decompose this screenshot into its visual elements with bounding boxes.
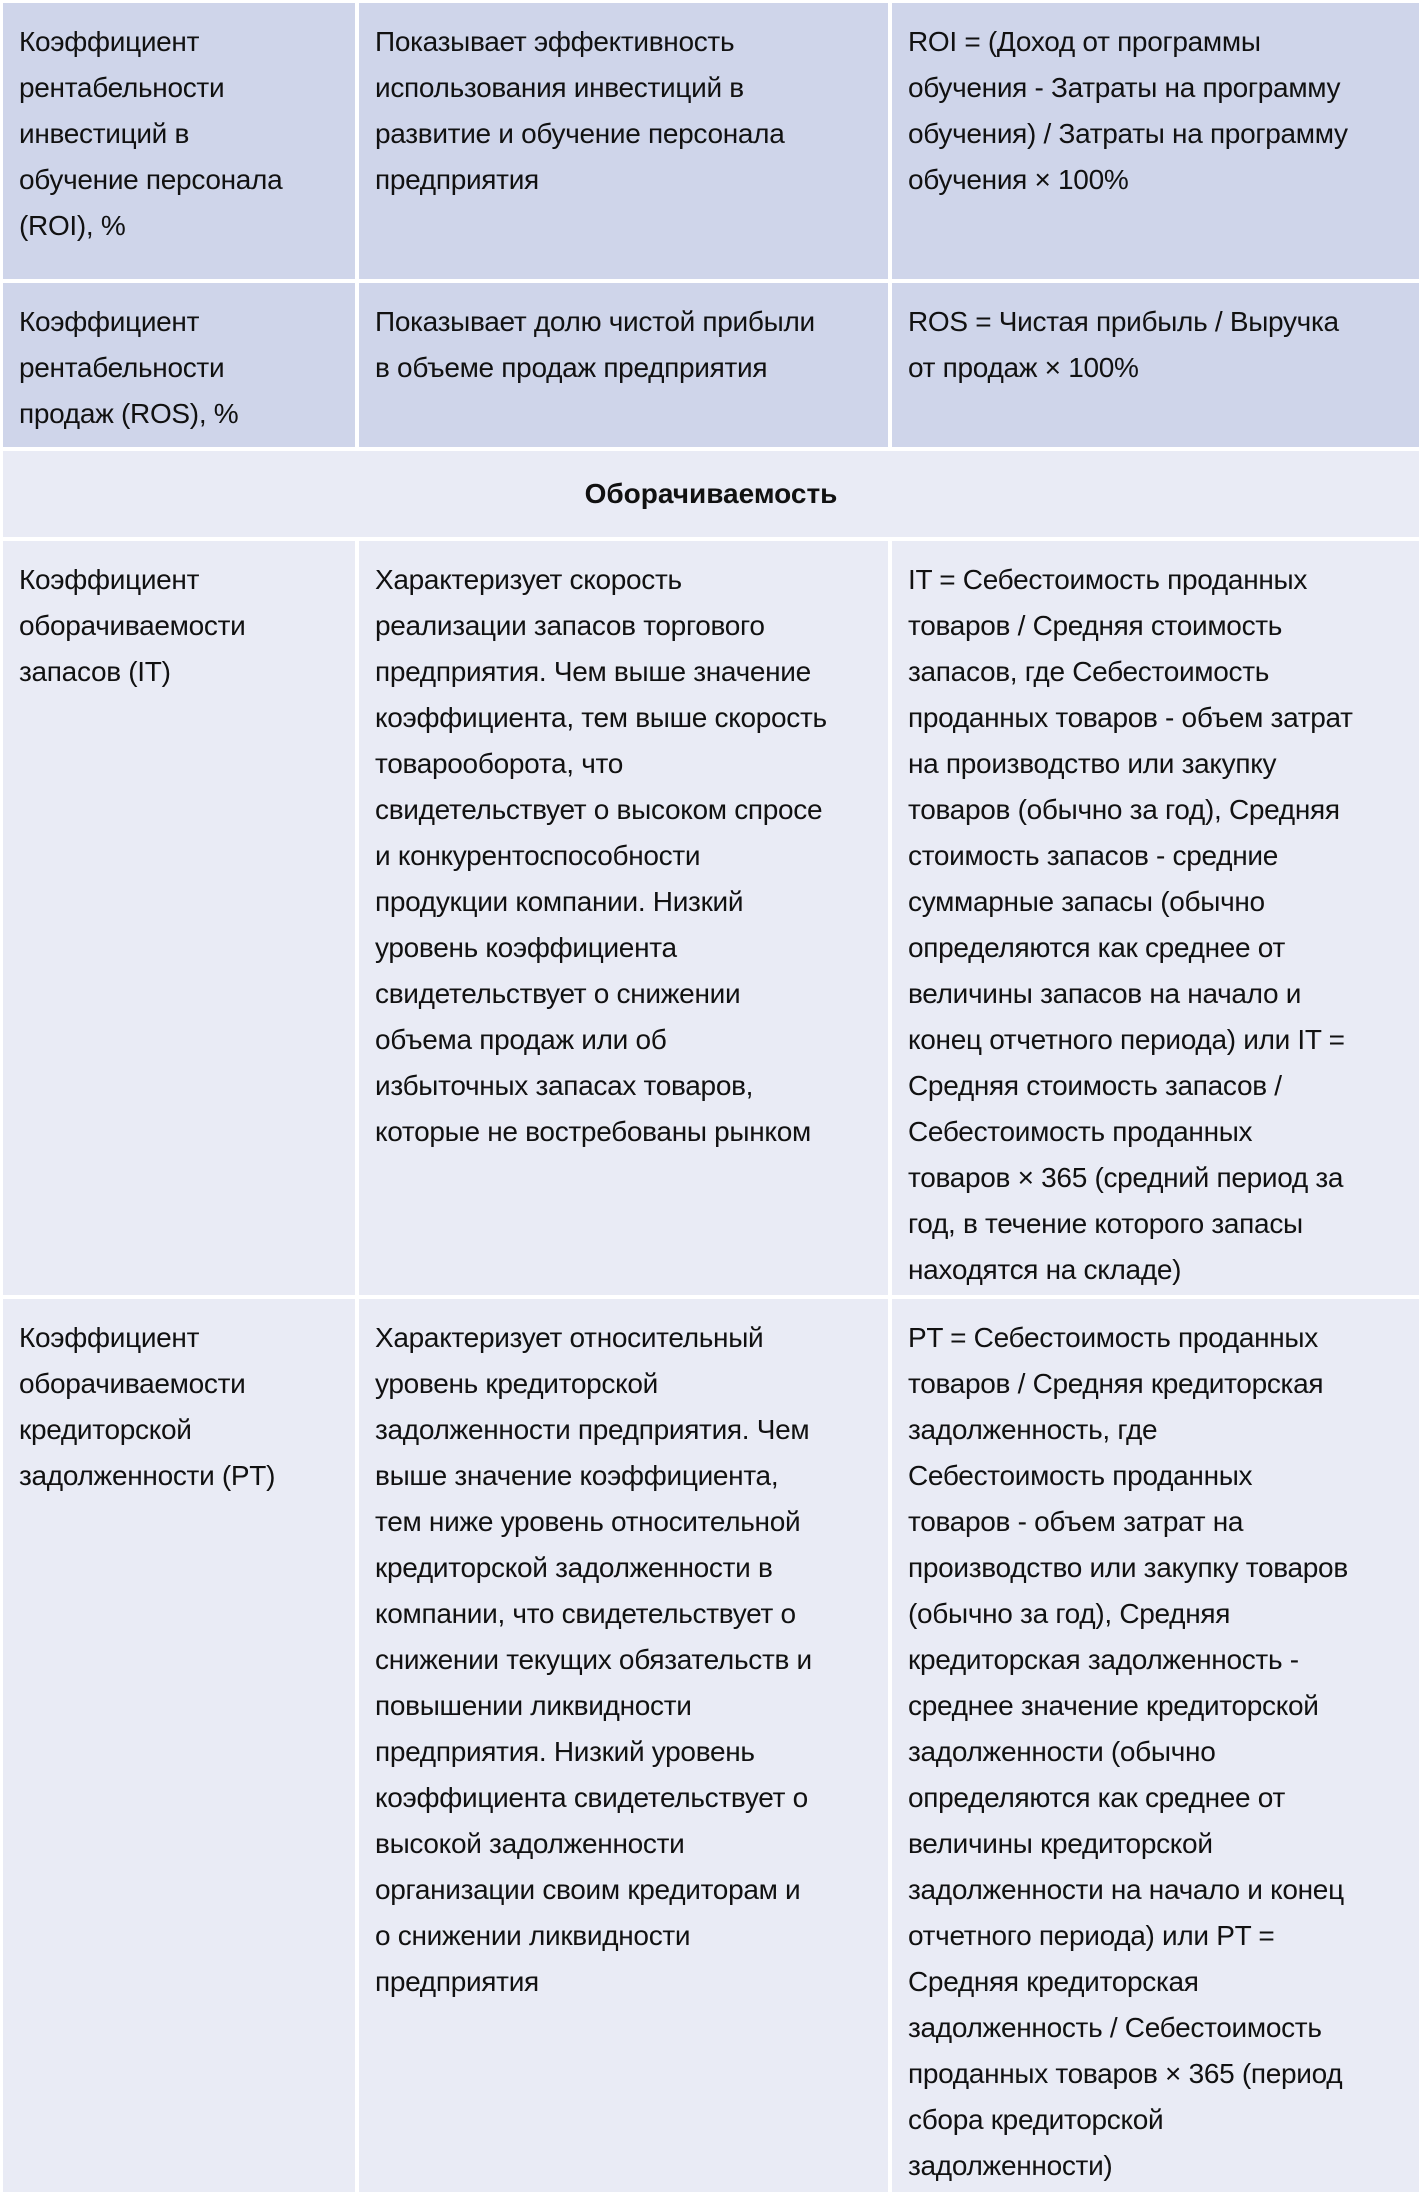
indicator-cell: Коэффициент рентабельности инвестиций в обучение персонала (ROI), % (3, 3, 359, 283)
description-cell: Показывает долю чистой прибыли в объеме продаж предприятия (359, 283, 892, 451)
indicator-cell: Коэффициент оборачиваемости запасов (IT) (3, 541, 359, 1299)
indicator-cell: Коэффициент рентабельности продаж (ROS), % (3, 283, 359, 451)
table-row-it (3, 541, 1419, 1299)
formula-cell: ROS = Чистая прибыль / Выручка от продаж × 100% (892, 283, 1419, 451)
indicators-table (3, 3, 1419, 2192)
section-heading-turnover: Оборачиваемость (3, 451, 1419, 541)
description-cell: Показывает эффективность использования инвестиций в развитие и обучение персонала предприятия (359, 3, 892, 283)
indicator-cell: Коэффициент оборачиваемости кредиторской задолженности (PT) (3, 1299, 359, 2192)
formula-cell: ROI = (Доход от программы обучения - Затраты на программу обучения) / Затраты на программу обучения × 100% (892, 3, 1419, 283)
table-row-pt (3, 1299, 1419, 2192)
table-row-roi (3, 3, 1419, 283)
description-cell: Характеризует относительный уровень кредиторской задолженности предприятия. Чем выше значение коэффициента, тем ниже уровень относительной кредиторской задолженности в компании, что свидетельствует о снижении текущих обязательств и повышении ликвидности предприятия. Низкий уровень коэффициента свидетельствует о высокой задолженности организации своим кредиторам и о снижении ликвидности предприятия (359, 1299, 892, 2192)
table-row-ros (3, 283, 1419, 451)
formula-cell: PT = Себестоимость проданных товаров / Средняя кредиторская задолженность, где Себестоимость проданных товаров - объем затрат на производство или закупку товаров (обычно за год), Средняя кредиторская задолженность - среднее значение кредиторской задолженности (обычно определяются как среднее от величины кредиторской задолженности на начало и конец отчетного периода) или PT = Средняя кредиторская задолженность / Себестоимость проданных товаров × 365 (период сбора кредиторской задолженности) (892, 1299, 1419, 2192)
description-cell: Характеризует скорость реализации запасов торгового предприятия. Чем выше значение коэффициента, тем выше скорость товарооборота, что свидетельствует о высоком спросе и конкурентоспособности продукции компании. Низкий уровень коэффициента свидетельствует о снижении объема продаж или об избыточных запасах товаров, которые не востребованы рынком (359, 541, 892, 1299)
formula-cell: IT = Себестоимость проданных товаров / Средняя стоимость запасов, где Себестоимость проданных товаров - объем затрат на производство или закупку товаров (обычно за год), Средняя стоимость запасов - средние суммарные запасы (обычно определяются как среднее от величины запасов на начало и конец отчетного периода) или IT = Средняя стоимость запасов / Себестоимость проданных товаров × 365 (средний период за год, в течение которого запасы находятся на складе) (892, 541, 1419, 1299)
